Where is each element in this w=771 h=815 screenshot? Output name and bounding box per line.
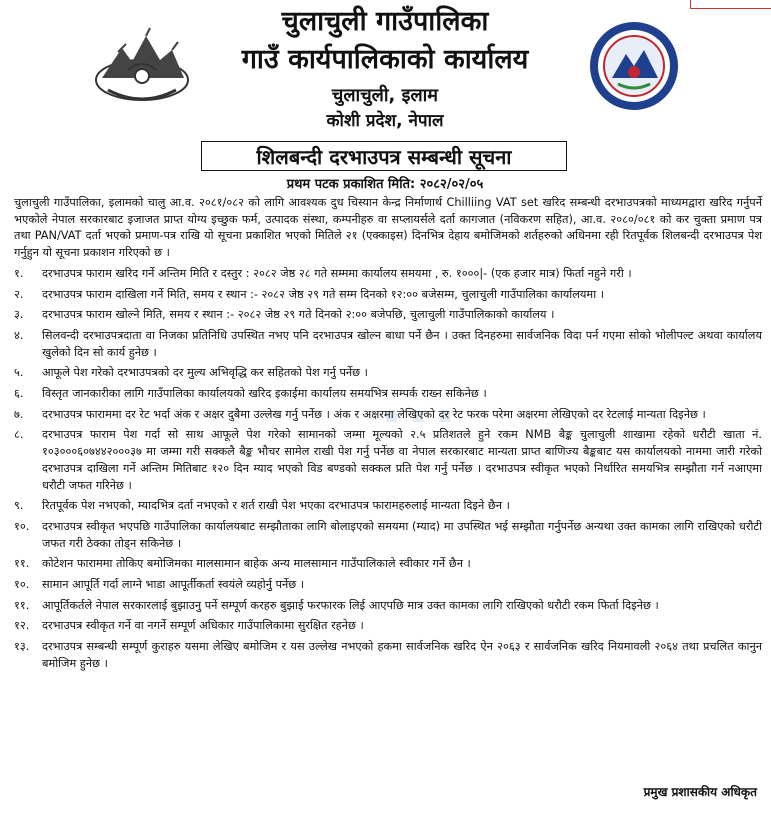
- item-number: १३.: [14, 640, 30, 654]
- item-text: सामान आपूर्ति गर्दा लाग्ने भाडा आपूर्तीकर्ता स्वयंले व्यहोर्नु पर्नेछ ।: [42, 578, 305, 592]
- list-item: [14, 427, 762, 494]
- item-number: १२.: [14, 619, 30, 633]
- list-item: [14, 556, 762, 573]
- item-number: २.: [14, 287, 24, 301]
- municipality-name: चुलाचुली गाउँपालिका: [281, 6, 489, 37]
- item-number: ९.: [14, 499, 24, 513]
- conditions-list: [14, 266, 762, 673]
- list-item: [14, 407, 762, 424]
- item-number: ३.: [14, 308, 24, 322]
- office-location: चुलाचुली, इलाम: [331, 85, 439, 106]
- item-number: ६.: [14, 387, 24, 401]
- signature-title: प्रमुख प्रशासकीय अधिकृत: [643, 785, 757, 799]
- item-text: कोटेशन फाराममा तोकिए बमोजिमका मालसामान बाहेक अन्य मालसामान गाउँपालिकाले स्वीकार गर्ने छैन ।: [42, 557, 471, 571]
- notice-body: [14, 195, 762, 677]
- municipality-logo-icon: [588, 20, 680, 112]
- item-number: ५.: [14, 366, 24, 380]
- item-text: विस्तृत जानकारीका लागि गाउँपालिका कार्यालयको खरिद इकाईमा कार्यालय समयभित्र सम्पर्क राख्न सकिनेछ ।: [42, 387, 487, 401]
- item-text: रितपूर्वक पेश नभएको, म्यादभित्र दर्ता नभएको र शर्त राखी पेश भएका दरभाउपत्र फारामहरुलाई मान्यता दिइने छैन ।: [42, 499, 510, 513]
- item-text: दरभाउपत्र फाराममा दर रेट भर्दा अंक र अक्षर दुबैमा उल्लेख गर्नु पर्नेछ । अंक र अक्षरमा लेखिएको दर रेट फरक परेमा अक्षरमा लेखिएको दर रेटलाई मान्यता दिइनेछ ।: [42, 407, 706, 421]
- item-text: दरभाउपत्र फाराम पेश गर्दा सो साथ आफूले पेश गरेको सामानको जम्मा मूल्यको २.५ प्रतिशतले हुने रकम NMB बैङ्क चुलाचुली शाखामा रहेको धरौटी खाता नं. १०३०००६०७४४२०००३७ मा जम्मा गरी सक्कलै बैङ्क भौचर सामेल राखी पेश गर्नु पर्नेछ वा नेपाल सरकारबाट मान्यता प्राप्त बाणिज्य बैङ्कबाट यस कार्यालयको नाममा जारी गरेको दरभाउपत्र दाखिला गर्ने अन्तिम मितिबाट १२० दिन म्याद भएको विड बण्डको सक्कल प्रति पेश गर्नु पर्नेछ । दरभाउपत्र स्वीकृत भएको निर्धारित समयभित्र सम्झौता गर्न नआएमा धरौटी जफत गरिनेछ ।: [42, 428, 762, 492]
- item-text: दरभाउपत्र स्वीकृत भएपछि गाउँपालिका कार्यालयबाट सम्झौताका लागि बोलाइएको समयमा (म्याद) मा उपस्थित भई सम्झौता गर्नुपर्नेछ अन्यथा उक्त कामका लागि राखिएको धरौटी जफत गरी ठेक्का तोड्न सकिनेछ ।: [42, 519, 762, 550]
- office-name: गाउँ कार्यपालिकाको कार्यालय: [241, 44, 529, 75]
- list-item: [14, 287, 762, 304]
- list-item: [14, 266, 762, 283]
- item-text: आफूले पेश गरेको दरभाउपत्रको दर मुल्य अभिवृद्धि कर सहितको पेश गर्नु पर्नेछ ।: [42, 366, 368, 380]
- item-text: दरभाउपत्र फाराम खोल्ने मिति, समय र स्थान :- २०८२ जेष्ठ २९ गते दिनको २:०० बजेपछि, चुलाचुली गाउँपालिकाको कार्यालय ।: [42, 308, 555, 322]
- item-text: दरभाउपत्र सम्बन्धी सम्पूर्ण कुराहरु यसमा लेखिए बमोजिम र यस उल्लेख नभएको हकमा सार्वजनिक खरिद ऐन २०६३ र सार्वजनिक खरिद नियमावली २०६४ तथा प्रचलित कानुन बमोजिम हुनेछ ।: [42, 640, 762, 670]
- item-number: ११.: [14, 598, 30, 612]
- item-number: ११.: [14, 557, 30, 571]
- list-item: [14, 328, 762, 361]
- item-number: १.: [14, 266, 24, 280]
- item-text: सिलवन्दी दरभाउपत्रदाता वा निजका प्रतिनिधि उपस्थित नभए पनि दरभाउपत्र खोल्न बाधा पर्ने छैन । उक्त दिनहरुमा सार्वजनिक विदा पर्न गएमा सोको भोलीपल्ट अथवा कार्यालय खुलेको दिन सो कार्य हुनेछ ।: [42, 328, 763, 359]
- nepal-emblem-icon: [88, 18, 196, 110]
- item-number: ७.: [14, 407, 24, 421]
- intro-paragraph: चुलाचुली गाउँपालिका, इलामको चालु आ.व. २०८१/०८२ को लागि आवश्यक दुध चिस्यान केन्द्र निर्माणार्थ Chilliing VAT set खरिद सम्बन्धी दरभाउपत्रको माध्यमद्वारा खरिद गर्नुपर्ने भएकोले नेपाल सरकारबाट इजाजत प्राप्त योग्य इच्छुक फर्म, उत्पादक संस्था, कम्पनीहरु वा सप्लायर्सले दर्ता कागजात (नविकरण सहित), आ.व. २०८०/०८१ को कर चुक्ता प्रमाण पत्र तथा PAN/VAT दर्ता भएको प्रमाण-पत्र राखि यो सूचना प्रकाशित भएको मितिले २१ (एक्काइस) दिनभित्र देहाय बमोजिमको शर्तहरुको अधिनमा रही रितपूर्वक शिलबन्दी दरभाउपत्र पेश गर्नुहुन यो सूचना प्रकाशन गरिएको छ ।: [14, 196, 762, 260]
- list-item: [14, 639, 762, 672]
- logo-caption-strip: [690, 0, 771, 9]
- published-date: प्रथम पटक प्रकाशित मिति: २०८२/०२/०५: [286, 177, 484, 192]
- item-text: दरभाउपत्र स्वीकृत गर्ने वा नगर्ने सम्पूर्ण अधिकार गाउँपालिकामा सुरक्षित रहनेछ ।: [42, 619, 364, 633]
- watermark: ···: [380, 382, 461, 452]
- list-item: [14, 307, 762, 324]
- item-number: १०.: [14, 578, 30, 592]
- list-item: [14, 519, 762, 552]
- notice-header: [0, 0, 771, 192]
- item-number: १०.: [14, 519, 30, 533]
- item-text: दरभाउपत्र फाराम दाखिला गर्ने मिति, समय र स्थान :- २०८२ जेष्ठ २९ गते सम्म दिनको १२:०० बजेसम्म, चुलाचुली गाउँपालिका कार्यालयमा ।: [42, 287, 604, 301]
- list-item: [14, 577, 762, 594]
- province-name: कोशी प्रदेश, नेपाल: [326, 111, 444, 131]
- item-number: ४.: [14, 328, 24, 342]
- list-item: [14, 618, 762, 635]
- item-text: आपूर्तिकर्तले नेपाल सरकारलाई बुझाउनु पर्ने सम्पूर्ण करहरु बुझाई फरफारक लिई आएपछि मात्र उक्त कामका लागि राखिएको धरौटी रकम फिर्ता दिइनेछ ।: [42, 598, 659, 612]
- item-number: ८.: [14, 428, 24, 442]
- item-text: दरभाउपत्र फाराम खरिद गर्ने अन्तिम मिति र दस्तुर : २०८२ जेष्ठ २८ गते सम्ममा कार्यालय समयमा , रु. १०००|- (एक हजार मात्र) फिर्ता नहुने गरी ।: [42, 266, 632, 280]
- list-item: [14, 498, 762, 515]
- list-item: [14, 365, 762, 382]
- notice-title: शिलबन्दी दरभाउपत्र सम्बन्धी सूचना: [201, 141, 567, 171]
- list-item: [14, 598, 762, 615]
- list-item: [14, 386, 762, 403]
